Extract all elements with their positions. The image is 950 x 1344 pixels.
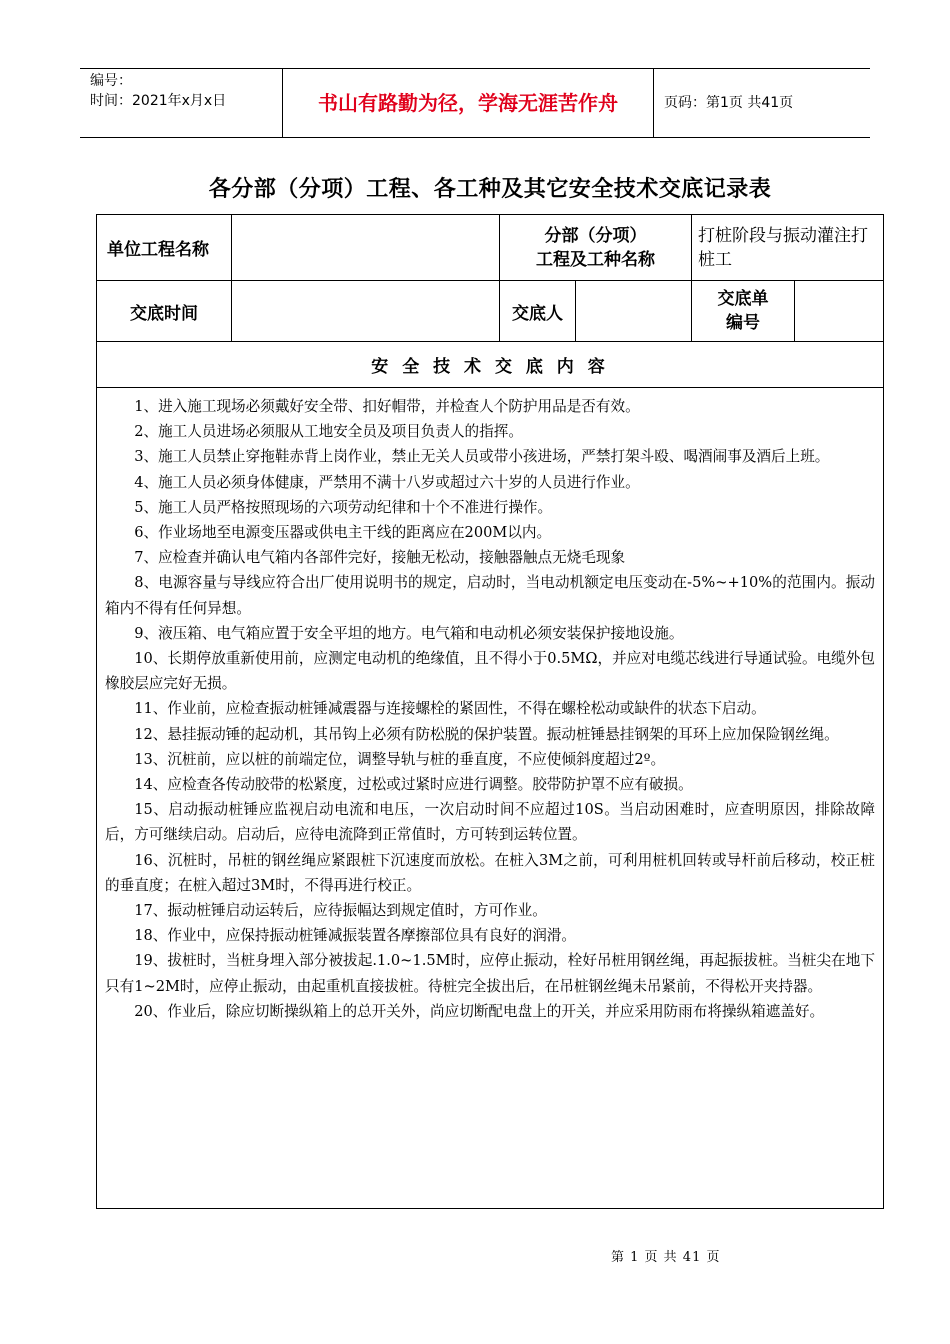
content-heading: 安 全 技 术 交 底 内 容 — [371, 357, 609, 377]
safety-item: 3、施工人员禁止穿拖鞋赤背上岗作业，禁止无关人员或带小孩进场，严禁打架斗殴、喝酒闹事及酒后上班。 — [134, 448, 830, 466]
code-label: 编号： — [90, 73, 132, 89]
safety-item: 12、悬挂振动锤的起动机，其吊钩上必须有防松脱的保护装置。振动桩锤悬挂钢架的耳环上应加保险钢丝绳。 — [134, 725, 839, 743]
motto: 书山有路勤为径，学海无涯苦作舟 — [282, 69, 654, 137]
safety-item: 2、施工人员进场必须服从工地安全员及项目负责人的指挥。 — [134, 423, 523, 441]
page-footer: 第 1 页 共 41 页 — [611, 1250, 721, 1265]
safety-item: 6、作业场地至电源变压器或供电主干线的距离应在200M以内。 — [134, 524, 552, 542]
header-meta — [80, 69, 282, 137]
safety-item: 8、电源容量与导线应符合出厂使用说明书的规定，启动时，当电动机额定电压变动在-5%~+10%的范围内。振动箱内不得有任何异想。 — [105, 574, 875, 617]
safety-item: 14、应检查各传动胶带的松紧度，过松或过紧时应进行调整。胶带防护罩不应有破损。 — [134, 776, 693, 794]
person-label: 交底人 — [512, 303, 563, 324]
safety-item: 11、作业前，应检查振动桩锤减震器与连接螺栓的紧固性，不得在螺栓松动或缺件的状态下启动。 — [134, 700, 766, 718]
unit-name-label: 单位工程名称 — [107, 240, 209, 260]
safety-item: 17、振动桩锤启动运转后，应待振幅达到规定值时，方可作业。 — [134, 902, 547, 920]
safety-item: 10、长期停放重新使用前，应测定电动机的绝缘值，且不得小于0.5MΩ，并应对电缆芯线进行导通试验。电缆外包橡胶层应完好无损。 — [105, 650, 875, 693]
safety-item: 15、启动振动桩锤应监视启动电流和电压，一次启动时间不应超过10S。当启动困难时，应查明原因，排除故障后，方可继续启动。启动后，应待电流降到正常值时，方可转到运转位置。 — [105, 801, 875, 844]
safety-item: 13、沉桩前，应以桩的前端定位，调整导轨与桩的垂直度，不应使倾斜度超过2º。 — [134, 750, 666, 768]
safety-item: 1、进入施工现场必须戴好安全带、扣好帽带，并检查人个防护用品是否有效。 — [134, 398, 640, 415]
page-header — [80, 68, 870, 138]
unit-name-value[interactable] — [232, 215, 499, 280]
safety-item: 18、作业中，应保持振动桩锤减振装置各摩擦部位具有良好的润滑。 — [134, 927, 576, 945]
subproject-label — [500, 215, 691, 280]
person-value[interactable] — [576, 281, 691, 341]
time-label: 交底时间 — [130, 303, 198, 324]
safety-item: 5、施工人员严格按照现场的六项劳动纪律和十个不准进行操作。 — [134, 498, 553, 516]
subproject-label-line2: 工程及工种名称 — [536, 249, 655, 270]
number-label: 交底单编号 — [717, 289, 769, 333]
safety-item: 16、沉桩时，吊桩的钢丝绳应紧跟桩下沉速度而放松。在桩入3M之前，可利用桩机回转或导杆前后移动，校正桩的垂直度；在桩入超过3M时，不得再进行校正。 — [105, 851, 875, 894]
subproject-value[interactable]: 打桩阶段与振动灌注打桩工 — [698, 225, 868, 270]
document-title: 各分部（分项）工程、各工种及其它安全技术交底记录表 — [208, 177, 772, 202]
safety-item: 19、拔桩时，当桩身埋入部分被拔起.1.0~1.5M时，应停止振动，栓好吊桩用钢丝绳，再起振拔桩。当桩尖在地下只有1~2M时，应停止振动，由起重机直接拔桩。待桩完全拔出后，在吊桩钢丝绳未吊紧前，不得松开夹持器。 — [105, 952, 875, 995]
page-info: 页码：第1页 共41页 — [664, 95, 794, 111]
safety-item: 9、液压箱、电气箱应置于安全平坦的地方。电气箱和电动机必须安装保护接地设施。 — [134, 624, 684, 642]
safety-item: 7、应检查并确认电气箱内各部件完好，接触无松动，接触器触点无烧毛现象 — [134, 549, 626, 567]
time-label: 时间：2021年x月x日 — [90, 93, 227, 109]
safety-item: 4、施工人员必须身体健康，严禁用不满十八岁或超过六十岁的人员进行作业。 — [134, 473, 640, 491]
safety-content — [97, 388, 883, 1024]
number-value[interactable] — [795, 281, 883, 341]
record-table — [96, 214, 884, 1209]
safety-item: 20、作业后，除应切断操纵箱上的总开关外，尚应切断配电盘上的开关，并应采用防雨布将操纵箱遮盖好。 — [134, 1002, 825, 1020]
subproject-label-line1: 分部（分项） — [544, 225, 647, 246]
time-value[interactable] — [232, 281, 499, 341]
